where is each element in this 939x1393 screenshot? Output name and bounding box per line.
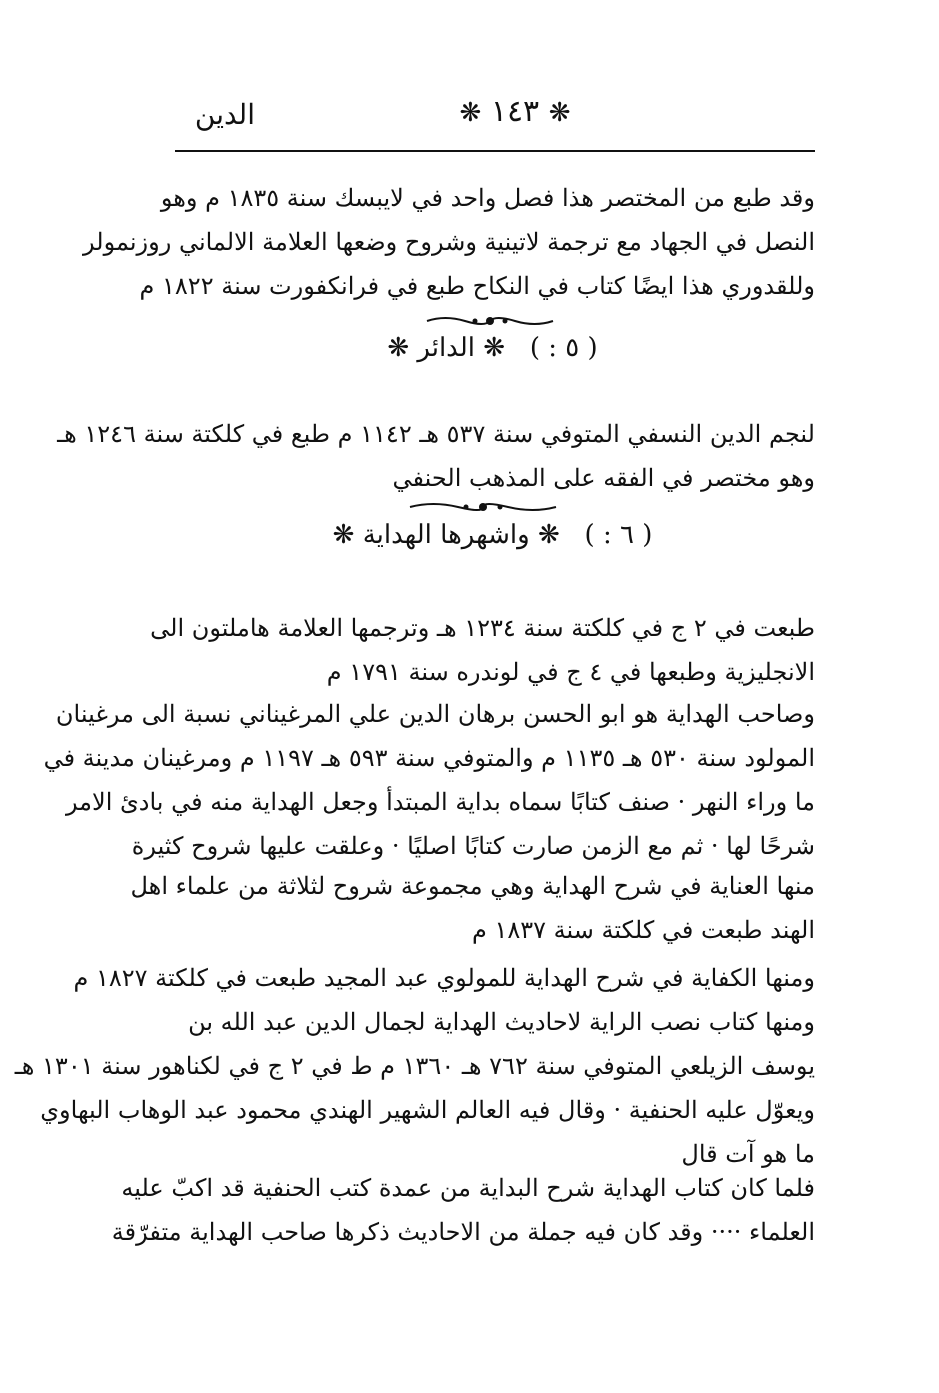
paragraph [14,956,815,1176]
section-number: ( ٥ : ) [529,333,598,363]
text-line: وللقدوري هذا ايضًا كتاب في النكاح طبع في فرانكفورت سنة ١٨٢٢ م [139,272,815,300]
ornament-icon: ❋ [387,333,410,363]
paragraph [83,176,815,308]
text-line: ويعوّل عليه الحنفية · وقال فيه العالم الشهير الهندي محمود عبد الوهاب البهاوي [40,1096,815,1124]
section-title: واشهرها الهداية [362,520,530,550]
flourish-divider [425,314,555,328]
section-number: ( ٦ : ) [584,520,653,550]
text-line: الهند طبعت في كلكتة سنة ١٨٣٧ م [471,916,815,944]
ornament-icon: ❋ [548,98,571,128]
ornament-icon: ❋ [459,98,482,128]
text-line: العلماء ···· وقد كان فيه جملة من الاحاديث ذكرها صاحب الهداية متفرّقة [111,1218,815,1246]
paragraph [111,1166,815,1254]
page-header [170,92,815,142]
text-line: ما وراء النهر · صنف كتابًا سماه بداية المبتدأ وجعل الهداية منه في بادئ الامر [65,788,815,816]
paragraph [57,412,815,500]
text-line: وهو مختصر في الفقه على المذهب الحنفي [392,464,815,492]
header-rule [175,150,815,152]
text-line: طبعت في ٢ ج في كلكتة سنة ١٢٣٤ هـ وترجمها العلامة هاملتون الى [150,614,815,642]
paragraph [150,606,815,694]
text-line: لنجم الدين النسفي المتوفي سنة ٥٣٧ هـ ١١٤٢ م طبع في كلكتة سنة ١٢٤٦ هـ [57,420,815,448]
text-line: فلما كان كتاب الهداية شرح البداية من عمدة كتب الحنفية قد اكبّ عليه [121,1174,815,1202]
text-line: وقد طبع من المختصر هذا فصل واحد في لايبسك سنة ١٨٣٥ م وهو [160,184,815,212]
text-line: النصل في الجهاد مع ترجمة لاتينية وشروح وضعها العلامة الالماني روزنمولر [83,228,815,256]
flourish-divider [408,500,558,514]
text-line: المولود سنة ٥٣٠ هـ ١١٣٥ م والمتوفي سنة ٥٩٣ هـ ١١٩٧ م ومرغينان مدينة في [43,744,815,772]
page-number-block [450,94,580,129]
ornament-icon: ❋ [537,520,560,550]
ornament-icon: ❋ [332,520,355,550]
text-line: ومنها كتاب نصب الراية لاحاديث الهداية لجمال الدين عبد الله بن [188,1008,815,1036]
section-title: الدائر [417,333,475,363]
ornament-icon: ❋ [483,333,506,363]
text-line: منها العناية في شرح الهداية وهي مجموعة شروح لثلاثة من علماء اهل [130,872,815,900]
text-line: ما هو آت قال [681,1140,815,1168]
text-line: ومنها الكفاية في شرح الهداية للمولوي عبد المجيد طبعت في كلكتة ١٨٢٧ م [73,964,815,992]
paragraph [130,864,815,952]
section-heading [170,520,815,550]
text-line: الانجليزية وطبعها في ٤ ج في لوندره سنة ١٧٩١ م [326,658,815,686]
text-line: يوسف الزيلعي المتوفي سنة ٧٦٢ هـ ١٣٦٠ م ط في ٢ ج في لكناهور سنة ١٣٠١ هـ [14,1052,815,1080]
paragraph [43,692,815,868]
page-number: ١٤٣ [490,94,540,129]
text-line: وصاحب الهداية هو ابو الحسن برهان الدين علي المرغيناني نسبة الى مرغينان [55,700,815,728]
text-line: شرحًا لها · ثم مع الزمن صارت كتابًا اصليًا · وعلقت عليها شروح كثيرة [131,832,815,860]
section-heading [170,333,815,363]
running-title: الدين [194,98,255,131]
